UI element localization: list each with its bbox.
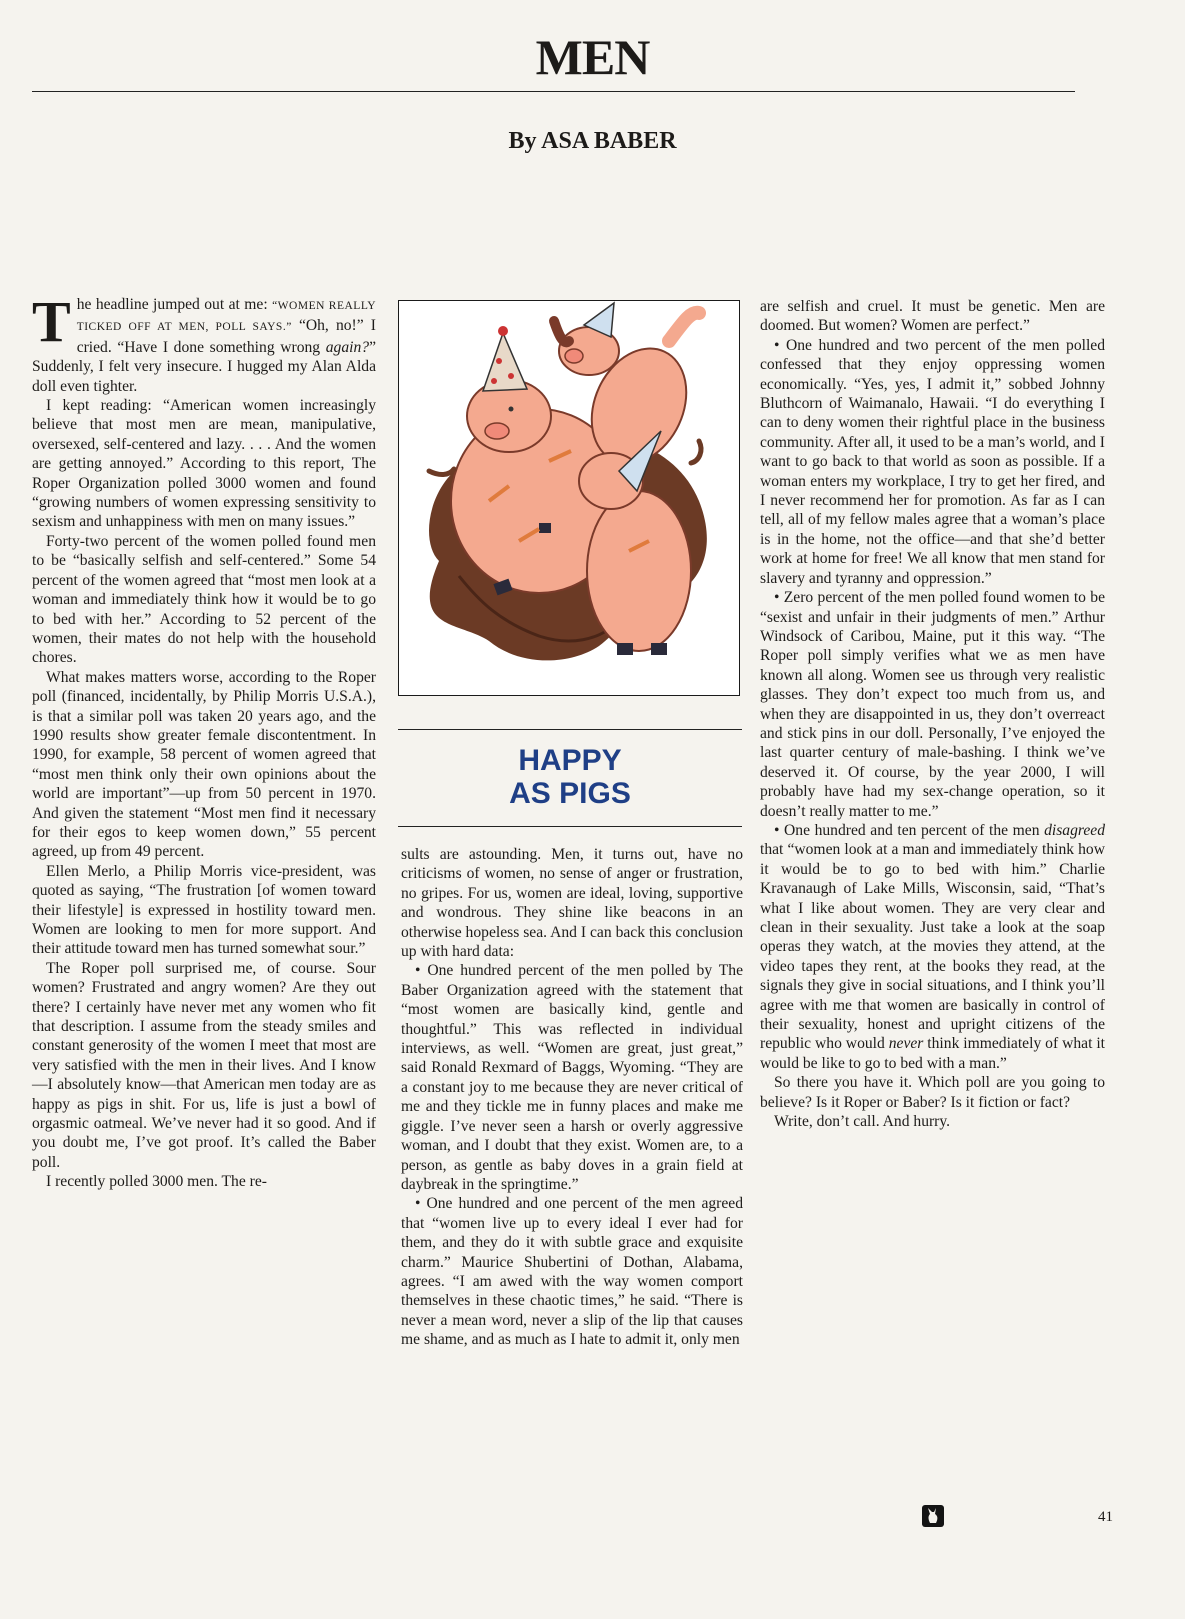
article-paragraph: • One hundred percent of the men polled by The Baber Organization agreed with the statement that “most women are basically kind, gentle and thoughtful.” This was reflected in individual interviews, as well. “Women are great, just great,” said Ronald Rexmard of Baggs, Wyoming. “They are a constant joy to me because they are never critical of me and they tickle me in funny places and make me giggle. I’ve never seen a harsh or overly aggressive woman, and I doubt that they exist. Women are, to a person, as gentle as baby doves in a grain field at daybreak in the springtime.” [401, 962, 743, 1193]
emphasis: disagreed [1044, 821, 1105, 839]
text-run: that “women look at a man and immediately think how it would be to go to bed with him.” Charlie Kravanaugh of Lake Mills, Wisconsin, said, “That’s what I like about women. They are very clear and clean in their sexuality. Just take a look at the soap operas they watch, at the movies they attend, at the video tapes they rent, at the books they read, at the signals they give in social situations, and I think you’ll agree with me that women are basically in control of their sexuality, honest and upright citizens of the republic who would [760, 841, 1105, 1053]
headline-rule [32, 91, 1075, 92]
section-title-line: AS PIGS [509, 777, 631, 810]
pigs-in-party-hats-icon [399, 301, 738, 694]
text-run: ” Suddenly, I felt very insecure. I hugged my Alan Alda doll even tighter. [32, 338, 376, 395]
emphasis: never [888, 1035, 924, 1053]
section-title [398, 744, 742, 810]
drop-cap: T [32, 289, 71, 354]
section-title-line: HAPPY [518, 744, 622, 777]
article-paragraph: Write, don’t call. And hurry. [774, 1113, 951, 1131]
article-paragraph: are selfish and cruel. It must be genetic. Men are doomed. But women? Women are perfect.” [760, 298, 1105, 335]
section-rule-top [398, 729, 742, 730]
article-column-2 [401, 845, 743, 1350]
page-headline: MEN [535, 29, 650, 85]
text-run: “Oh, no!” I cried. “Have I done something wrong [76, 317, 377, 356]
article-column-1 [32, 289, 377, 1192]
article-paragraph: What makes matters worse, according to the Roper poll (financed, incidentally, by Philip Morris U.S.A.), is that a similar poll was taken 20 years ago, and the 1990 results show greater female discontentment. In 1990, for example, 58 percent of women agreed that “most men think only their own opinions about the world are important”—up from 50 percent in 1970. And given the statement “Most men find it necessary for their egos to keep women down,” 55 percent agreed, up from 49 percent. [32, 668, 376, 861]
article-paragraph: Ellen Merlo, a Philip Morris vice-president, was quoted as saying, “The frustration [of women toward their lifestyle] is expressed in hostility toward men. Women are looking to men for more support. And their attitude toward men has turned somewhat sour.” [32, 862, 376, 958]
article-paragraph: I kept reading: “American women increasingly believe that most men are mean, manipulative, oversexed, self-centered and lazy. . . . And the women are getting annoyed.” According to this report, The Roper Organization polled 3000 women and found “growing numbers of women expressing sensitivity to sexism and unhappiness with men on many issues.” [32, 397, 376, 531]
article-paragraph [32, 289, 377, 396]
quoted-headline: “WOMEN REALLY TICKED OFF AT MEN, POLL SAYS.” [76, 300, 376, 334]
text-run: • One hundred and ten percent of the men [774, 821, 1045, 839]
article-column-3 [760, 297, 1105, 1131]
emphasis: again? [325, 338, 370, 356]
text-run: think immediately of what it would be like to go to bed with a man.” [760, 1035, 1105, 1072]
page-number: 41 [1098, 1509, 1113, 1525]
article-paragraph: • One hundred and two percent of the men polled confessed that they enjoy oppressing women economically. “Yes, yes, I admit it,” sobbed Johnny Bluthcorn of Waimanalo, Hawaii. “I do everything I can to deny women their rightful place in the business community. After all, it used to be a man’s world, and I want to go back to that world as soon as possible. If a woman enters my workplace, I try to get her fired, and I never recommend her for promotion. As far as I can tell, all of my fellow males agree that a woman’s place is in the home, not the office—and that she’d better work at home for free! We all know that men stand for slavery and tyranny and oppression.” [760, 336, 1105, 587]
pigs-illustration [398, 300, 740, 696]
article-paragraph: • One hundred and one percent of the men agreed that “women live up to every ideal I ever had for them, and they do it with subtle grace and exquisite charm.” Maurice Shubertini of Dothan, Alabama, agrees. “I am awed with the way women comport themselves in these chaotic times,” he said. “There is never a mean word, never a slip of the lip that causes me shame, and as much as I hate to admit it, only men [401, 1195, 743, 1349]
article-paragraph [760, 821, 1105, 1073]
text-run: he headline jumped out at me: [76, 296, 273, 313]
section-rule-bottom [398, 826, 742, 827]
byline: By ASA BABER [508, 128, 677, 154]
article-paragraph: I recently polled 3000 men. The re- [46, 1173, 267, 1191]
article-paragraph: So there you have it. Which poll are you going to believe? Is it Roper or Baber? Is it fiction or fact? [760, 1074, 1105, 1111]
article-paragraph: Forty-two percent of the women polled found men to be “basically selfish and self-centered.” Some 54 percent of the women agreed that “most men look at a woman and immediately think how it would be to go to bed with her.” According to 52 percent of the women, their mates do not help with the household chores. [32, 532, 376, 667]
article-paragraph: • Zero percent of the men polled found women to be “sexist and unfair in their judgments of men.” Arthur Windsock of Caribou, Maine, put it this way. “The Roper poll simply verifies what we as men have known all along. Women see us through very realistic glasses. They don’t expect too much from us, and when they are disappointed in us, they don’t overreact and stick pins in our doll. Personally, I’ve enjoyed the last quarter century of male-bashing. I think we’ve deserved it. Of course, by the year 2000, I will probably have had my sex-change operation, so it doesn’t really matter to me.” [760, 589, 1105, 820]
article-paragraph: sults are astounding. Men, it turns out, have no criticisms of women, no sense of anger or frustration, no gripes. For us, women are ideal, loving, supportive and wondrous. They shine like beacons in an otherwise hopeless sea. And I can back this conclusion up with hard data: [401, 846, 743, 961]
rabbit-head-icon [922, 1505, 944, 1527]
article-paragraph: The Roper poll surprised me, of course. Sour women? Frustrated and angry women? Are they out there? I certainly have never met any women who fit that description. I assume from the steady smiles and constant generosity of the women I meet that most are very satisfied with the men in their lives. And I know—I absolutely know—that American men today are as happy as pigs in shit. For us, life is just a bowl of orgasmic oatmeal. We’ve never had it so good. And if you doubt me, I’ve got proof. It’s called the Baber poll. [32, 959, 376, 1171]
